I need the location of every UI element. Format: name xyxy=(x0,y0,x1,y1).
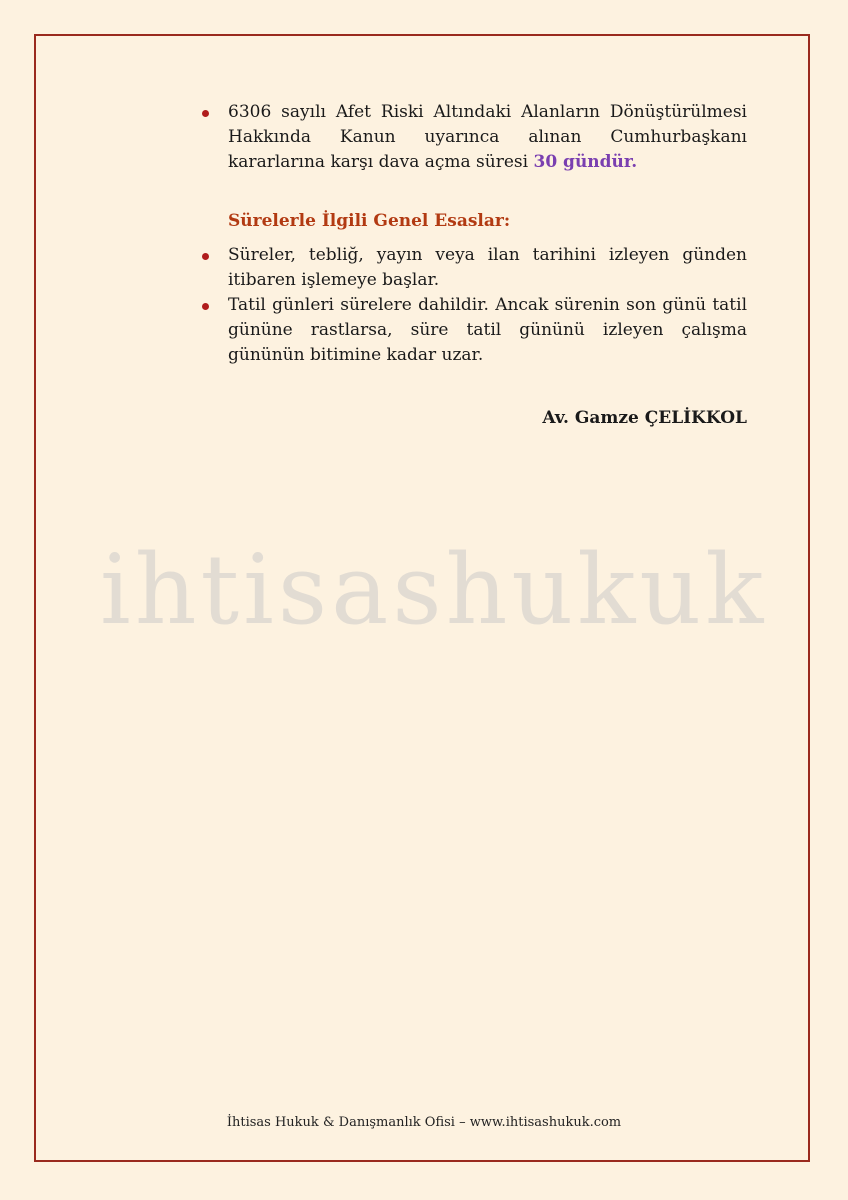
bullet-icon xyxy=(202,303,209,310)
list-item-text: Süreler, tebliğ, yayın veya ilan tarihini izleyen günden itibaren işlemeye başlar. xyxy=(228,245,747,290)
list-item xyxy=(200,293,747,368)
signature: Av. Gamze ÇELİKKOL xyxy=(542,408,747,428)
watermark: ihtisashukuk xyxy=(100,534,768,646)
bullet-list-top xyxy=(200,100,747,175)
document-body xyxy=(200,100,747,431)
bullet-icon xyxy=(202,253,209,260)
section-heading: Sürelerle İlgili Genel Esaslar: xyxy=(228,211,511,231)
list-item xyxy=(200,100,747,175)
list-item-text: 6306 sayılı Afet Riski Altındaki Alanların Dönüştürülmesi Hakkında Kanun uyarınca alınan Cumhurbaşkanı kararlarına karşı dava açma süresi xyxy=(228,102,747,172)
list-item-text: Tatil günleri sürelere dahildir. Ancak sürenin son günü tatil gününe rastlarsa, süre tatil gününü izleyen çalışma gününün bitimine kadar uzar. xyxy=(228,295,747,365)
footer: İhtisas Hukuk & Danışmanlık Ofisi – www.ihtisashukuk.com xyxy=(226,1115,622,1130)
bullet-list-section xyxy=(200,243,747,368)
highlight-text: 30 gündür. xyxy=(533,152,638,172)
list-item xyxy=(200,243,747,293)
bullet-icon xyxy=(202,110,209,117)
